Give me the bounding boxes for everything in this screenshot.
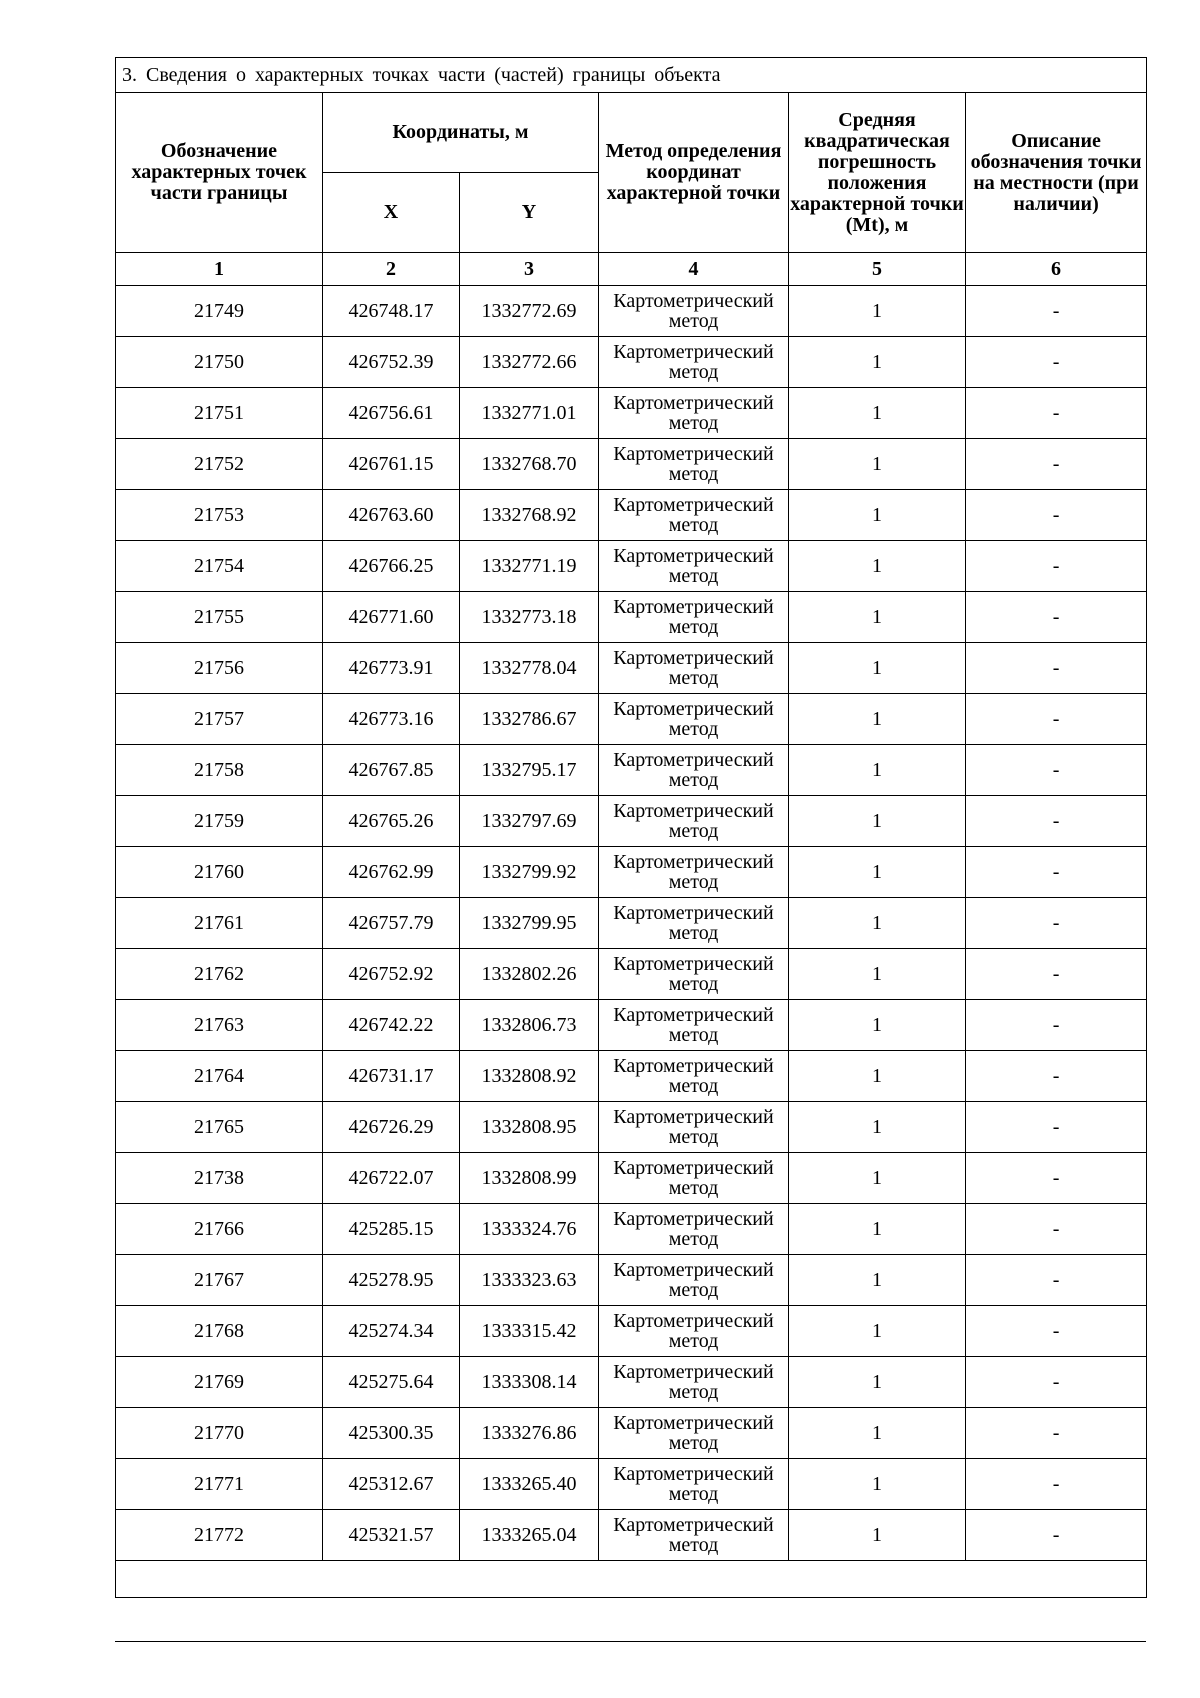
method-line1: Картометрический: [613, 1360, 774, 1383]
point-id: 21759: [116, 796, 323, 847]
table-row: [116, 1102, 1147, 1153]
coord-x: 426773.16: [323, 694, 460, 745]
coord-y: 1333308.14: [460, 1357, 599, 1408]
method-line1: Картометрический: [613, 544, 774, 567]
point-id: 21766: [116, 1204, 323, 1255]
coord-x: 426765.26: [323, 796, 460, 847]
method-cell: [599, 643, 789, 694]
table-row: [116, 694, 1147, 745]
method-line1: Картометрический: [613, 1207, 774, 1230]
method-line2: метод: [668, 717, 719, 740]
method-line1: Картометрический: [613, 697, 774, 720]
description-value: -: [966, 286, 1147, 337]
method-line2: метод: [668, 309, 719, 332]
method-line1: Картометрический: [613, 1309, 774, 1332]
column-number: 1: [116, 253, 323, 286]
description-value: -: [966, 796, 1147, 847]
table-row: [116, 1153, 1147, 1204]
coord-y: 1332795.17: [460, 745, 599, 796]
coord-y: 1332772.66: [460, 337, 599, 388]
method-line2: метод: [668, 411, 719, 434]
coord-y: 1332802.26: [460, 949, 599, 1000]
method-line2: метод: [668, 1533, 719, 1556]
point-id: 21754: [116, 541, 323, 592]
description-value: -: [966, 1510, 1147, 1561]
method-cell: [599, 388, 789, 439]
method-line2: метод: [668, 1329, 719, 1352]
description-value: -: [966, 1204, 1147, 1255]
description-value: -: [966, 949, 1147, 1000]
table-row: [116, 1000, 1147, 1051]
error-value: 1: [789, 592, 966, 643]
method-cell: [599, 592, 789, 643]
table-row: [116, 1306, 1147, 1357]
point-id: 21738: [116, 1153, 323, 1204]
description-value: -: [966, 1051, 1147, 1102]
point-id: 21758: [116, 745, 323, 796]
method-line1: Картометрический: [613, 1156, 774, 1179]
method-cell: [599, 337, 789, 388]
coord-x: 426767.85: [323, 745, 460, 796]
method-cell: [599, 1306, 789, 1357]
method-line1: Картометрический: [613, 340, 774, 363]
description-value: -: [966, 1459, 1147, 1510]
description-value: -: [966, 745, 1147, 796]
table-row: [116, 439, 1147, 490]
table-row: [116, 1357, 1147, 1408]
coord-x: 425285.15: [323, 1204, 460, 1255]
coord-y: 1333276.86: [460, 1408, 599, 1459]
error-value: 1: [789, 541, 966, 592]
point-id: 21750: [116, 337, 323, 388]
method-line2: метод: [668, 666, 719, 689]
error-value: 1: [789, 388, 966, 439]
method-line2: метод: [668, 972, 719, 995]
method-line2: метод: [668, 1380, 719, 1403]
table-row: [116, 337, 1147, 388]
method-line1: Картометрический: [613, 748, 774, 771]
method-cell: [599, 847, 789, 898]
description-value: -: [966, 592, 1147, 643]
coord-x: 425312.67: [323, 1459, 460, 1510]
table-row: [116, 1204, 1147, 1255]
coord-y: 1332768.70: [460, 439, 599, 490]
coord-x: 425274.34: [323, 1306, 460, 1357]
error-value: 1: [789, 949, 966, 1000]
coord-y: 1332771.01: [460, 388, 599, 439]
header-method: Метод определения координат характерной точки: [599, 93, 789, 253]
coord-x: 426757.79: [323, 898, 460, 949]
description-value: -: [966, 541, 1147, 592]
method-cell: [599, 1357, 789, 1408]
description-value: -: [966, 337, 1147, 388]
method-line2: метод: [668, 1023, 719, 1046]
point-id: 21768: [116, 1306, 323, 1357]
coord-x: 425300.35: [323, 1408, 460, 1459]
coord-y: 1332808.99: [460, 1153, 599, 1204]
coord-x: 426752.39: [323, 337, 460, 388]
coord-x: 426752.92: [323, 949, 460, 1000]
coord-x: 426762.99: [323, 847, 460, 898]
coord-y: 1333265.40: [460, 1459, 599, 1510]
header-description: Описание обозначения точки на местности (при наличии): [966, 93, 1147, 253]
column-number: 4: [599, 253, 789, 286]
coord-x: 426726.29: [323, 1102, 460, 1153]
footer-rule: [115, 1641, 1146, 1642]
coord-x: 426761.15: [323, 439, 460, 490]
error-value: 1: [789, 643, 966, 694]
coord-y: 1332772.69: [460, 286, 599, 337]
coord-x: 426756.61: [323, 388, 460, 439]
table-row: [116, 949, 1147, 1000]
description-value: -: [966, 1153, 1147, 1204]
point-id: 21762: [116, 949, 323, 1000]
description-value: -: [966, 1306, 1147, 1357]
method-line1: Картометрический: [613, 1105, 774, 1128]
coord-y: 1333323.63: [460, 1255, 599, 1306]
coord-y: 1332799.95: [460, 898, 599, 949]
method-line2: метод: [668, 564, 719, 587]
error-value: 1: [789, 898, 966, 949]
coord-y: 1332768.92: [460, 490, 599, 541]
coord-y: 1332806.73: [460, 1000, 599, 1051]
coord-y: 1332799.92: [460, 847, 599, 898]
description-value: -: [966, 1000, 1147, 1051]
method-line1: Картометрический: [613, 595, 774, 618]
table-row: [116, 541, 1147, 592]
error-value: 1: [789, 439, 966, 490]
table-row: [116, 745, 1147, 796]
method-cell: [599, 796, 789, 847]
method-line1: Картометрический: [613, 1462, 774, 1485]
method-cell: [599, 1000, 789, 1051]
point-id: 21771: [116, 1459, 323, 1510]
coord-x: 426763.60: [323, 490, 460, 541]
point-id: 21749: [116, 286, 323, 337]
coord-y: 1332771.19: [460, 541, 599, 592]
coord-x: 426722.07: [323, 1153, 460, 1204]
method-line1: Картометрический: [613, 1258, 774, 1281]
method-line2: метод: [668, 462, 719, 485]
table-row: [116, 592, 1147, 643]
header-designation: Обозначение характерных точек части границы: [116, 93, 323, 253]
section-title: 3. Сведения о характерных точках части (частей) границы объекта: [116, 58, 1147, 93]
coord-x: 425275.64: [323, 1357, 460, 1408]
method-line2: метод: [668, 1125, 719, 1148]
header-coordinates: Координаты, м: [323, 93, 599, 173]
coord-x: 426773.91: [323, 643, 460, 694]
method-line1: Картометрический: [613, 1054, 774, 1077]
error-value: 1: [789, 490, 966, 541]
coord-x: 426766.25: [323, 541, 460, 592]
method-line1: Картометрический: [613, 1411, 774, 1434]
method-cell: [599, 286, 789, 337]
column-number: 2: [323, 253, 460, 286]
table-row: [116, 796, 1147, 847]
coord-y: 1333265.04: [460, 1510, 599, 1561]
point-id: 21763: [116, 1000, 323, 1051]
error-value: 1: [789, 1153, 966, 1204]
table-row: [116, 388, 1147, 439]
coord-x: 426771.60: [323, 592, 460, 643]
error-value: 1: [789, 1051, 966, 1102]
error-value: 1: [789, 1510, 966, 1561]
method-line1: Картометрический: [613, 289, 774, 312]
method-line2: метод: [668, 870, 719, 893]
method-cell: [599, 439, 789, 490]
table-row: [116, 1510, 1147, 1561]
coord-y: 1332797.69: [460, 796, 599, 847]
method-line2: метод: [668, 921, 719, 944]
method-line2: метод: [668, 360, 719, 383]
point-id: 21761: [116, 898, 323, 949]
description-value: -: [966, 898, 1147, 949]
error-value: 1: [789, 1102, 966, 1153]
point-id: 21764: [116, 1051, 323, 1102]
description-value: -: [966, 1255, 1147, 1306]
column-number: 5: [789, 253, 966, 286]
error-value: 1: [789, 796, 966, 847]
error-value: 1: [789, 847, 966, 898]
column-number: 3: [460, 253, 599, 286]
point-id: 21751: [116, 388, 323, 439]
table-row: [116, 847, 1147, 898]
method-line1: Картометрический: [613, 493, 774, 516]
error-value: 1: [789, 286, 966, 337]
description-value: -: [966, 847, 1147, 898]
coord-y: 1333315.42: [460, 1306, 599, 1357]
header-x: X: [323, 173, 460, 253]
method-line1: Картометрический: [613, 1003, 774, 1026]
method-cell: [599, 1153, 789, 1204]
method-cell: [599, 898, 789, 949]
column-number: 6: [966, 253, 1147, 286]
error-value: 1: [789, 1255, 966, 1306]
point-id: 21756: [116, 643, 323, 694]
point-id: 21752: [116, 439, 323, 490]
method-line2: метод: [668, 615, 719, 638]
empty-cell: [116, 1561, 1147, 1598]
table-row: [116, 1408, 1147, 1459]
table-row: [116, 1255, 1147, 1306]
point-id: 21769: [116, 1357, 323, 1408]
error-value: 1: [789, 1000, 966, 1051]
error-value: 1: [789, 1357, 966, 1408]
coord-y: 1332808.92: [460, 1051, 599, 1102]
empty-row: [116, 1561, 1147, 1598]
coord-y: 1332808.95: [460, 1102, 599, 1153]
table-row: [116, 1051, 1147, 1102]
header-y: Y: [460, 173, 599, 253]
error-value: 1: [789, 1306, 966, 1357]
method-line2: метод: [668, 819, 719, 842]
error-value: 1: [789, 694, 966, 745]
point-id: 21767: [116, 1255, 323, 1306]
method-line2: метод: [668, 1431, 719, 1454]
method-cell: [599, 1459, 789, 1510]
method-line1: Картометрический: [613, 850, 774, 873]
table-row: [116, 490, 1147, 541]
description-value: -: [966, 388, 1147, 439]
method-line1: Картометрический: [613, 799, 774, 822]
coord-x: 426731.17: [323, 1051, 460, 1102]
method-cell: [599, 1102, 789, 1153]
method-line1: Картометрический: [613, 901, 774, 924]
description-value: -: [966, 1102, 1147, 1153]
description-value: -: [966, 694, 1147, 745]
method-line1: Картометрический: [613, 952, 774, 975]
coord-x: 426742.22: [323, 1000, 460, 1051]
method-cell: [599, 1510, 789, 1561]
method-line2: метод: [668, 1482, 719, 1505]
method-line2: метод: [668, 1278, 719, 1301]
error-value: 1: [789, 1408, 966, 1459]
coord-y: 1332778.04: [460, 643, 599, 694]
coord-x: 426748.17: [323, 286, 460, 337]
method-line2: метод: [668, 1176, 719, 1199]
method-line1: Картометрический: [613, 391, 774, 414]
coord-y: 1332773.18: [460, 592, 599, 643]
table-row: [116, 286, 1147, 337]
point-id: 21753: [116, 490, 323, 541]
point-id: 21755: [116, 592, 323, 643]
method-cell: [599, 745, 789, 796]
description-value: -: [966, 439, 1147, 490]
method-line2: метод: [668, 513, 719, 536]
method-cell: [599, 949, 789, 1000]
description-value: -: [966, 1357, 1147, 1408]
point-id: 21760: [116, 847, 323, 898]
method-line1: Картометрический: [613, 1513, 774, 1536]
coord-y: 1332786.67: [460, 694, 599, 745]
error-value: 1: [789, 1459, 966, 1510]
point-id: 21770: [116, 1408, 323, 1459]
header-error: Средняя квадратическая погрешность положения характерной точки (Mt), м: [789, 93, 966, 253]
method-line2: метод: [668, 768, 719, 791]
method-line1: Картометрический: [613, 646, 774, 669]
table-row: [116, 898, 1147, 949]
method-cell: [599, 1051, 789, 1102]
error-value: 1: [789, 1204, 966, 1255]
description-value: -: [966, 643, 1147, 694]
point-id: 21772: [116, 1510, 323, 1561]
method-line2: метод: [668, 1227, 719, 1250]
method-cell: [599, 694, 789, 745]
table-row: [116, 643, 1147, 694]
point-id: 21765: [116, 1102, 323, 1153]
method-cell: [599, 541, 789, 592]
point-id: 21757: [116, 694, 323, 745]
coord-x: 425321.57: [323, 1510, 460, 1561]
error-value: 1: [789, 745, 966, 796]
description-value: -: [966, 490, 1147, 541]
method-cell: [599, 1204, 789, 1255]
table-row: [116, 1459, 1147, 1510]
method-cell: [599, 490, 789, 541]
coord-y: 1333324.76: [460, 1204, 599, 1255]
description-value: -: [966, 1408, 1147, 1459]
boundary-points-table: [115, 57, 1147, 1598]
method-line1: Картометрический: [613, 442, 774, 465]
method-cell: [599, 1255, 789, 1306]
method-cell: [599, 1408, 789, 1459]
coord-x: 425278.95: [323, 1255, 460, 1306]
method-line2: метод: [668, 1074, 719, 1097]
error-value: 1: [789, 337, 966, 388]
